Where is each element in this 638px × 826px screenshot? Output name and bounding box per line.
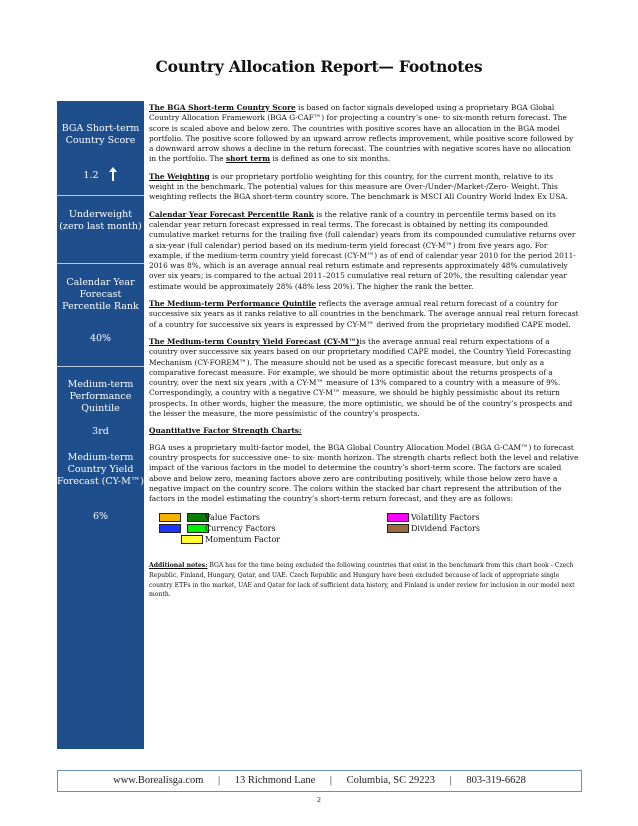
score-label: BGA Short-term Country Score bbox=[61, 123, 140, 146]
legend-value-label: Value Factors bbox=[205, 513, 261, 523]
notes-heading: Additional notes: bbox=[149, 562, 208, 570]
charts-paragraph: BGA uses a proprietary multi-factor model, the BGA Global Country Allocation Model (BGA G-CAM™) to forecast country prospects for successive one- to six- month horizon. The strength charts reflect both the level and relative impact of the various factors in the model to determine the country’s short-term score. The factors are scaled above and below zero, meaning factors above zero are contributing positively, while those below zero have a negative impact on the country score. The colors within the stacked bar chart represent the attribution of the factors in the model estimating the country’s short-term return forecast, and they are as follows: bbox=[149, 442, 579, 504]
weighting-heading: The Weighting bbox=[149, 171, 210, 181]
legend-currency-swatches bbox=[159, 524, 209, 534]
footer-phone: 803-319-6628 bbox=[466, 775, 526, 786]
yield-value: 6% bbox=[92, 511, 109, 522]
up-arrow-icon bbox=[108, 167, 118, 181]
legend-dividend-swatches bbox=[387, 524, 409, 534]
quintile-heading: The Medium-term Performance Quintile bbox=[149, 299, 317, 309]
footer-contact-bar: www.Borealisga.com | 13 Richmond Lane | Columbia, SC 29223 | 803-319-6628 bbox=[57, 770, 582, 792]
page-title: Country Allocation Report— Footnotes bbox=[155, 57, 483, 76]
page-number: 2 bbox=[317, 795, 321, 804]
weighting-label: Underweight (zero last month) bbox=[59, 209, 142, 232]
legend-volatility-swatches bbox=[387, 513, 409, 523]
momentum-swatch bbox=[181, 535, 203, 544]
legend-momentum-label: Momentum Factor bbox=[205, 535, 281, 545]
quintile-value: 3rd bbox=[92, 426, 109, 437]
currency-swatch-1 bbox=[159, 524, 181, 533]
footer-address: 13 Richmond Lane bbox=[234, 775, 316, 786]
score-heading: The BGA Short-term Country Score bbox=[149, 103, 296, 112]
legend-dividend-label: Dividend Factors bbox=[411, 524, 480, 534]
quintile-paragraph: The Medium-term Performance Quintile reflects the average annual real return forecast of a country for successive six years as it ranks relative to all countries in the benchmark. The average annual real return forecast of a country for successive six years is expressed by CY-M™ derived from the proprietary modified CAPE model. bbox=[149, 299, 579, 329]
yield-paragraph: The Medium-term Country Yield Forecast (CY-M™)is the average annual real return expectations of a country over successive six years based on our proprietary modified CAPE model, the Country Yield Forecasting Mechanism (CY-FOREM™). The measure should not be used as a specific forecast measure, but only as a comparative forecast measure. For example, we should be more optimistic about the returns prospects of a country, over the next six years ,with a CY-M™ measure of 13% compared to a country with a measure of 9%. Correspondingly, a country with a negative CY-M™ measure, we should be highly pessimistic about its return prospects. In other words, higher the measure, the more optimistic, we should be of the country’s prospects and the lesser the measure, the more pessimistic of the country’s prospects. bbox=[149, 336, 573, 419]
footnotes-body bbox=[149, 103, 579, 607]
legend-momentum-swatches bbox=[181, 535, 203, 545]
dividend-swatch bbox=[387, 524, 409, 533]
quintile-label: Medium-term Performance Quintile bbox=[67, 379, 134, 414]
percentile-label: Calendar Year Forecast Percentile Rank bbox=[62, 277, 139, 312]
score-paragraph: The BGA Short-term Country Score is based on factor signals developed using a proprietary BGA Global Country Allocation Framework (BGA G-CAF™) for projecting a country’s one- to six-month return forecast. The score is scaled above and below zero. The countries with positive scores have an allocation in the BGA model portfolio. The positive score followed by an upward arrow reflects improvement, while positive score followed by a downward arrow shows a decline in the return forecast. The countries with negative scores have no allocation in the portfolio. The short term is defined as one to six months. bbox=[149, 103, 574, 164]
factor-legend bbox=[149, 511, 579, 555]
additional-notes: Additional notes: BGA has for the time being excluded the following countries that exist in the benchmark from this chart book - Czech Republic, Finland, Hungary, Qatar, and UAE. Czech Republic and Hungary have been excluded because of lack of appropriate single country ETFs in the market, UAE and Qatar for lack of sufficient data history, and Finland is under review for inclusion in our model next month. bbox=[149, 562, 575, 599]
legend-currency-label: Currency Factors bbox=[205, 524, 276, 534]
summary-sidebar bbox=[57, 101, 144, 749]
legend-volatility-label: Volatility Factors bbox=[411, 513, 480, 523]
footer-website[interactable]: www.Borealisga.com bbox=[113, 775, 204, 786]
short-term-term: short term bbox=[225, 154, 271, 164]
volatility-swatch bbox=[387, 513, 409, 522]
charts-heading: Quantitative Factor Strength Charts: bbox=[149, 426, 302, 436]
weighting-paragraph: The Weighting is our proprietary portfolio weighting for this country, for the current month, relative to its weight in the benchmark. The potential values for this measure are Over-/Under-/Market-/Zero- Weight. This weighting reflects the BGA short-term country score. The benchmark is MSCI All Country World Index Ex USA. bbox=[149, 171, 568, 202]
percentile-value: 40% bbox=[89, 333, 112, 344]
yield-heading: The Medium-term Country Yield Forecast (CY-M™) bbox=[149, 336, 360, 346]
score-value: 1.2 bbox=[83, 170, 99, 181]
value-swatch-1 bbox=[159, 513, 181, 522]
yield-label: Medium-term Country Yield Forecast (CY-M™) bbox=[57, 452, 144, 487]
percentile-paragraph: Calendar Year Forecast Percentile Rank is the relative rank of a country in percentile terms based on its calendar year return forecast expressed in real terms. The forecast is obtained by netting its compounded cumulative market returns for the trailing five (full calendar) years from its compounded cumulative returns over a six-year (full calendar) period based on its medium-term yield forecast (CY-M™) from five years ago. For example, if the medium-term country yield forecast (CY-M™) as of end of calendar year 2010 for the period 2011-2016 was 8%, which is an average annual real return estimate and represents approximately 48% cumulatively over six years; is compared to the actual 2011–2015 cumulative real return of 20%, the resulting calendar year estimate would be approximately 28% (48% less 20%). The higher the rank the better. bbox=[149, 209, 576, 291]
legend-value-swatches bbox=[159, 513, 209, 523]
percentile-heading: Calendar Year Forecast Percentile Rank bbox=[149, 209, 314, 219]
score-value-row bbox=[57, 167, 144, 182]
footer-city: Columbia, SC 29223 bbox=[346, 775, 436, 786]
